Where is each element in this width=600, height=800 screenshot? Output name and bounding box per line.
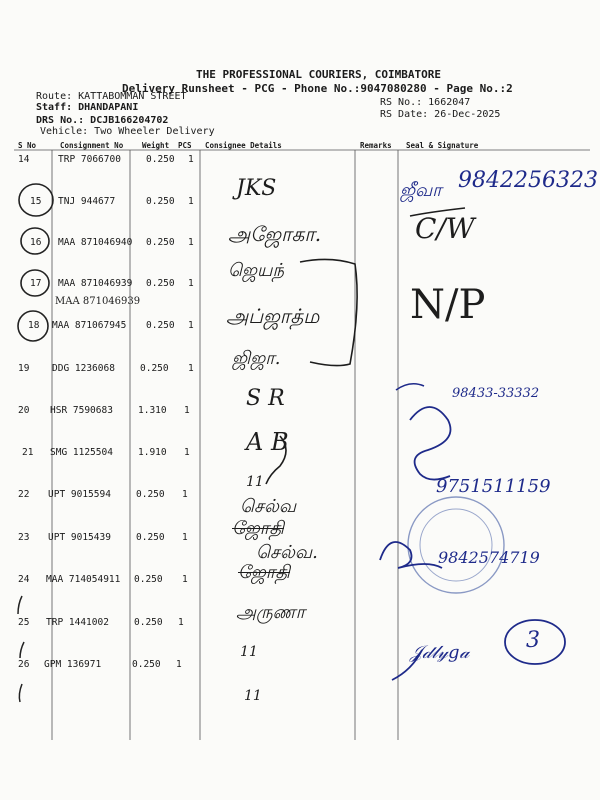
row-consignment: HSR 7590683 xyxy=(50,405,113,416)
row-pcs: 1 xyxy=(184,447,190,458)
row-pcs: 1 xyxy=(178,617,184,628)
drs-number: DRS No.: DCJB166204702 xyxy=(36,115,169,126)
row-pcs: 1 xyxy=(188,320,194,331)
handwritten-consignee-17: ஜெயந் xyxy=(228,260,285,281)
company-title: THE PROFESSIONAL COURIERS, COIMBATORE xyxy=(196,68,442,81)
handwritten-consignee-19: ஜிஜா. xyxy=(232,348,281,369)
row-weight: 0.250 xyxy=(136,532,165,543)
row-weight: 0.250 xyxy=(140,363,169,374)
row-pcs: 1 xyxy=(188,363,194,374)
row-pcs: 1 xyxy=(184,405,190,416)
row-consignment: TNJ 944677 xyxy=(58,196,116,207)
row-pcs: 1 xyxy=(182,574,188,585)
row-sno: 18 xyxy=(28,320,40,331)
row-consignment: DDG 1236068 xyxy=(52,363,115,374)
handwritten-consignment-note: MAA 871046939 xyxy=(55,296,141,307)
handwritten-consignee-22-struck: ஜோதி xyxy=(232,518,284,539)
staff: Staff: DHANDAPANI xyxy=(36,102,139,113)
row-sno: 14 xyxy=(18,154,30,165)
row-sno: 25 xyxy=(18,617,30,628)
row-sno: 24 xyxy=(18,574,30,585)
row-weight: 0.250 xyxy=(134,574,163,585)
handwritten-ditto-21: 11 xyxy=(246,474,264,490)
col-consignee: Consignee Details xyxy=(205,141,282,150)
col-consignment: Consignment No xyxy=(60,141,124,150)
row-pcs: 1 xyxy=(188,154,194,165)
row-weight: 0.250 xyxy=(146,196,175,207)
row-consignment: UPT 9015594 xyxy=(48,489,111,500)
row-sno: 22 xyxy=(18,489,30,500)
handwritten-consignee-23: செல்வ. xyxy=(256,542,318,563)
handwritten-consignee-25: அருணா xyxy=(236,602,305,623)
handwritten-consignee-20: S R xyxy=(246,386,285,411)
handwritten-consignee-22: செல்வ xyxy=(240,496,297,517)
row-consignment: GPM 136971 xyxy=(44,659,102,670)
row-pcs: 1 xyxy=(188,237,194,248)
handwritten-squiggle: ஜீவா xyxy=(400,180,442,201)
col-weight: Weight xyxy=(142,141,170,150)
row-weight: 0.250 xyxy=(134,617,163,628)
row-consignment: MAA 871067945 xyxy=(52,320,127,331)
col-sno: S No xyxy=(18,141,37,150)
row-sno: 26 xyxy=(18,659,30,670)
vehicle: Vehicle: Two Wheeler Delivery xyxy=(40,126,215,137)
rs-number: RS No.: 1662047 xyxy=(380,97,471,108)
row-consignment: TRP 1441002 xyxy=(46,617,109,628)
route: Route: KATTABOMMAN STREET xyxy=(36,91,187,102)
handwritten-phone-mid: 98433-33332 xyxy=(452,386,540,401)
handwritten-phone-top: 9842256323 xyxy=(458,168,598,193)
col-seal-signature: Seal & Signature xyxy=(406,141,479,150)
handwritten-consignee-16: அஜோகா. xyxy=(228,222,322,246)
handwritten-consignee-18: அப்ஜாத்ம xyxy=(226,304,320,328)
row-consignment: SMG 1125504 xyxy=(50,447,113,458)
handwritten-signature: 𝒥𝒹𝓁𝓎𝑔𝒶 xyxy=(410,642,470,663)
row-pcs: 1 xyxy=(182,532,188,543)
handwritten-ditto-26b: 11 xyxy=(244,688,262,704)
row-weight: 0.250 xyxy=(146,278,175,289)
row-weight: 0.250 xyxy=(146,154,175,165)
row-weight: 0.250 xyxy=(132,659,161,670)
rs-date: RS Date: 26-Dec-2025 xyxy=(380,109,501,120)
row-sno: 19 xyxy=(18,363,30,374)
row-pcs: 1 xyxy=(188,196,194,207)
runsheet-title: Delivery Runsheet - PCG - Phone No.:9047080280 - Page No.:2 xyxy=(122,82,513,95)
row-consignment: MAA 871046940 xyxy=(58,237,133,248)
row-pcs: 1 xyxy=(182,489,188,500)
handwritten-cw: C/W xyxy=(415,212,475,245)
row-weight: 1.310 xyxy=(138,405,167,416)
handwritten-ditto-26a: 11 xyxy=(240,644,258,660)
handwritten-consignee-15: JKS xyxy=(236,176,277,201)
row-sno: 15 xyxy=(30,196,42,207)
row-consignment: TRP 7066700 xyxy=(58,154,121,165)
handwritten-np: N/P xyxy=(410,282,486,328)
row-weight: 0.250 xyxy=(136,489,165,500)
handwritten-consignee-23-struck: ஜோதி xyxy=(238,562,290,583)
row-weight: 0.250 xyxy=(146,320,175,331)
row-sno: 21 xyxy=(22,447,34,458)
row-pcs: 1 xyxy=(176,659,182,670)
row-sno: 20 xyxy=(18,405,30,416)
row-weight: 0.250 xyxy=(146,237,175,248)
row-consignment: MAA 871046939 xyxy=(58,278,133,289)
row-weight: 1.910 xyxy=(138,447,167,458)
col-remarks: Remarks xyxy=(360,141,392,150)
row-sno: 17 xyxy=(30,278,42,289)
col-pcs: PCS xyxy=(178,141,192,150)
row-consignment: MAA 714054911 xyxy=(46,574,121,585)
handwritten-phone-lower: 9751511159 xyxy=(436,476,551,497)
handwritten-phone-stamp: 9842574719 xyxy=(438,548,540,567)
row-consignment: UPT 9015439 xyxy=(48,532,111,543)
handwritten-consignee-21: A B xyxy=(246,428,289,456)
row-sno: 23 xyxy=(18,532,30,543)
handwritten-circled-count: 3 xyxy=(526,628,540,653)
row-sno: 16 xyxy=(30,237,42,248)
row-pcs: 1 xyxy=(188,278,194,289)
